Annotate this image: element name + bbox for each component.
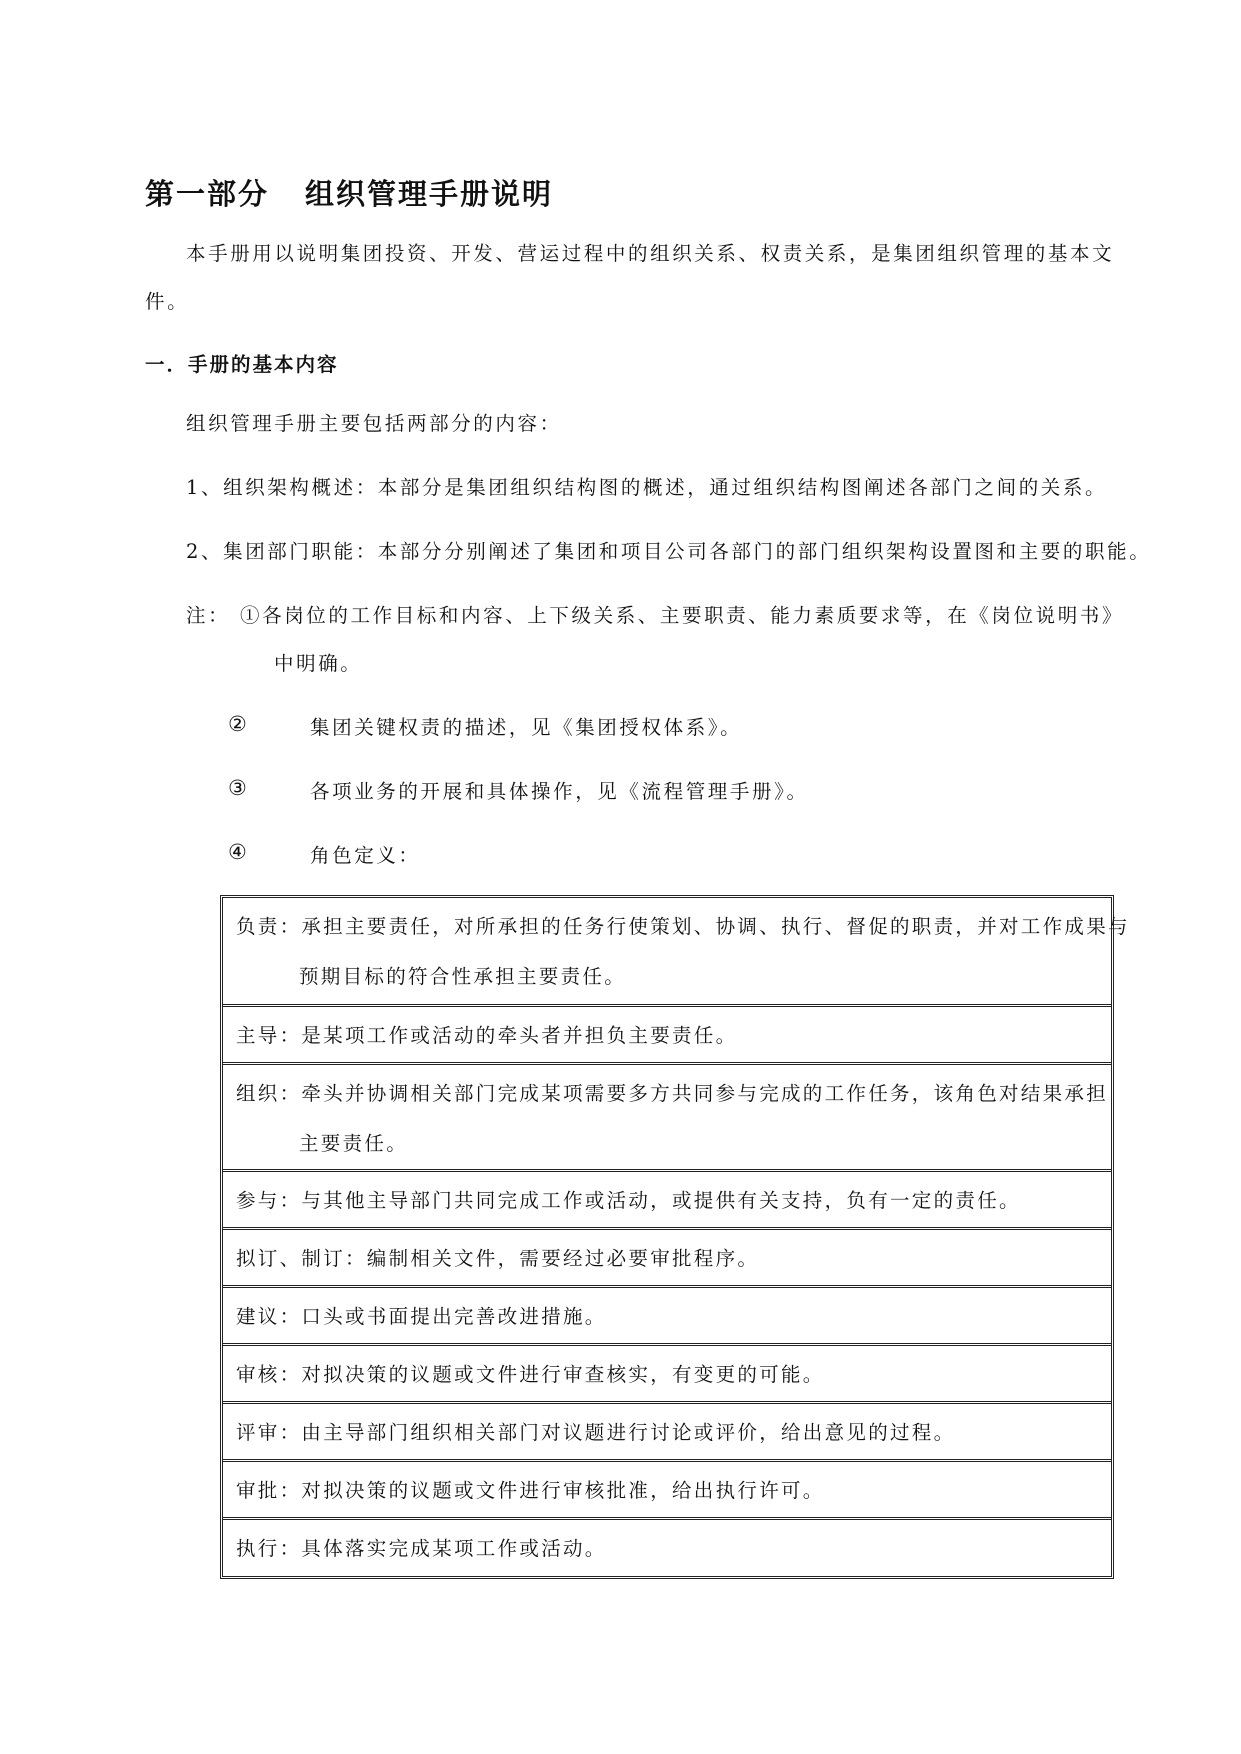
table-row [223, 1462, 1111, 1520]
role-text: 审批：对拟决策的议题或文件进行审核批准，给出执行许可。 [236, 1479, 825, 1502]
table-row [223, 1520, 1111, 1576]
role-text-continued: 主要责任。 [299, 1132, 409, 1155]
table-row [223, 1007, 1111, 1065]
note-4-number: ④ [228, 840, 247, 864]
section-lead: 组织管理手册主要包括两部分的内容： [186, 412, 562, 435]
note-1-text: 各岗位的工作目标和内容、上下级关系、主要职责、能力素质要求等，在《岗位说明书》 [262, 604, 1125, 627]
note-2-number: ② [228, 712, 247, 736]
role-text: 建议：口头或书面提出完善改进措施。 [236, 1305, 607, 1328]
role-text: 拟订、制订：编制相关文件，需要经过必要审批程序。 [236, 1247, 760, 1270]
intro-line-2: 件。 [145, 290, 190, 313]
table-row [223, 1346, 1111, 1404]
role-definitions-table [220, 895, 1130, 1579]
table-row [223, 1230, 1111, 1288]
table-row [223, 1404, 1111, 1462]
list-item-1: 1、组织架构概述：本部分是集团组织结构图的概述，通过组织结构图阐述各部门之间的关系。 [186, 476, 1108, 499]
note-1 [240, 600, 1124, 628]
title-name: 组织管理手册说明 [305, 177, 554, 211]
note-2-text: 集团关键权责的描述，见《集团授权体系》。 [310, 716, 743, 739]
table-row [223, 1065, 1111, 1172]
table-row [223, 1172, 1111, 1230]
note-1-continuation: 中明确。 [274, 652, 363, 675]
note-3-text: 各项业务的开展和具体操作，见《流程管理手册》。 [310, 780, 809, 803]
note-label: 注： [186, 604, 231, 627]
table-row [223, 898, 1130, 1007]
note-1-number: ① [240, 604, 263, 627]
note-4-text: 角色定义： [310, 844, 421, 867]
title-part: 第一部分 [145, 177, 270, 211]
role-text: 负责：承担主要责任，对所承担的任务行使策划、协调、执行、督促的职责，并对工作成果与 [236, 915, 1130, 938]
role-text: 主导：是某项工作或活动的牵头者并担负主要责任。 [236, 1024, 738, 1047]
list-item-2: 2、集团部门职能：本部分分别阐述了集团和项目公司各部门的部门组织架构设置图和主要的职能。 [186, 540, 1152, 563]
role-text-continued: 预期目标的符合性承担主要责任。 [299, 965, 627, 988]
role-text: 组织：牵头并协调相关部门完成某项需要多方共同参与完成的工作任务，该角色对结果承担 [236, 1082, 1109, 1105]
section-heading: 一．手册的基本内容 [145, 353, 339, 376]
intro-line-1: 本手册用以说明集团投资、开发、营运过程中的组织关系、权责关系，是集团组织管理的基本文 [186, 242, 1115, 265]
role-text: 审核：对拟决策的议题或文件进行审查核实，有变更的可能。 [236, 1363, 825, 1386]
page-title [145, 172, 553, 213]
role-text: 参与：与其他主导部门共同完成工作或活动，或提供有关支持，负有一定的责任。 [236, 1189, 1021, 1212]
table-row [223, 1288, 1111, 1346]
note-3-number: ③ [228, 776, 247, 800]
role-text: 执行：具体落实完成某项工作或活动。 [236, 1537, 607, 1560]
role-text: 评审：由主导部门组织相关部门对议题进行讨论或评价，给出意见的过程。 [236, 1421, 956, 1444]
